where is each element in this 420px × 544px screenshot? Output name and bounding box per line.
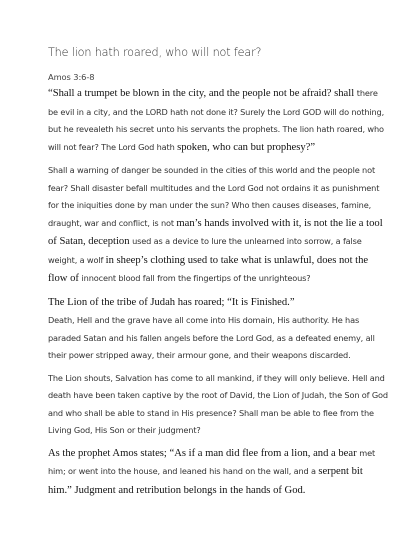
text-run: man’s hands involved with it, is not the lie a tool of Satan, deception: [48, 217, 383, 247]
text-run: The Lion shouts, Salvation has come to all mankind, if they will only believe. Hell and death have been taken captive by the root of David, the Lion of Judah, the Son of God and who shall be able to stand in His presence? Shall man be able to flee from the Living God, His Son or their judgment?: [48, 372, 388, 435]
text-run: The Lion of the tribe of Judah has roared; “It is Finished.”: [48, 296, 295, 308]
paragraph-2: [48, 161, 388, 288]
text-run: Shall a warning of danger be sounded in the cities of this world and the people not fear? Shall disaster befall multitudes and the Lord God not ordains it as punishment for the iniquities done by man under the sun? Who then causes diseases, famine, draught, war and conflict, is not: [48, 165, 380, 228]
paragraph-5: [48, 444, 388, 500]
text-run: met him; or went into the house, and leaned his hand on the wall, and a: [48, 447, 376, 476]
document-page: [48, 46, 388, 499]
document-title: The lion hath roared, who will not fear?: [48, 46, 262, 59]
text-run: innocent blood fall from the fingertips of the unrighteous?: [81, 273, 311, 283]
text-run: As the prophet Amos states; “As if a man did flee from a lion, and a bear: [48, 447, 360, 459]
text-run: “Shall a trumpet be blown in the city, and the people not be afraid? shall: [48, 88, 357, 99]
text-run: serpent bit him.” Judgment and retribution belongs in the hands of God.: [48, 466, 363, 496]
paragraph-3: [48, 293, 388, 364]
text-run: spoken, who can but prophesy?”: [177, 141, 316, 153]
text-run: there be evil in a city, and the LORD hath not done it? Surely the Lord GOD will do nothing, but he revealeth his secret unto his servants the prophets. The lion hath roared, who will not fear? The Lord God hath: [48, 88, 385, 152]
scripture-reference: Amos 3:6-8: [48, 72, 95, 82]
text-run: Death, Hell and the grave have all come into His domain, His authority. He has paraded Satan and his fallen angels before the Lord God, as a defeated enemy, all their power stripped away, their armour gone, and their weapons discarded.: [48, 315, 375, 360]
text-run: used as a device to lure the unlearned into sorrow, a false weight, a wolf: [48, 236, 362, 265]
paragraph-4: [48, 369, 388, 439]
text-run: in sheep’s clothing used to take what is unlawful, does not the flow of: [48, 254, 369, 284]
paragraph-1: [48, 84, 388, 156]
